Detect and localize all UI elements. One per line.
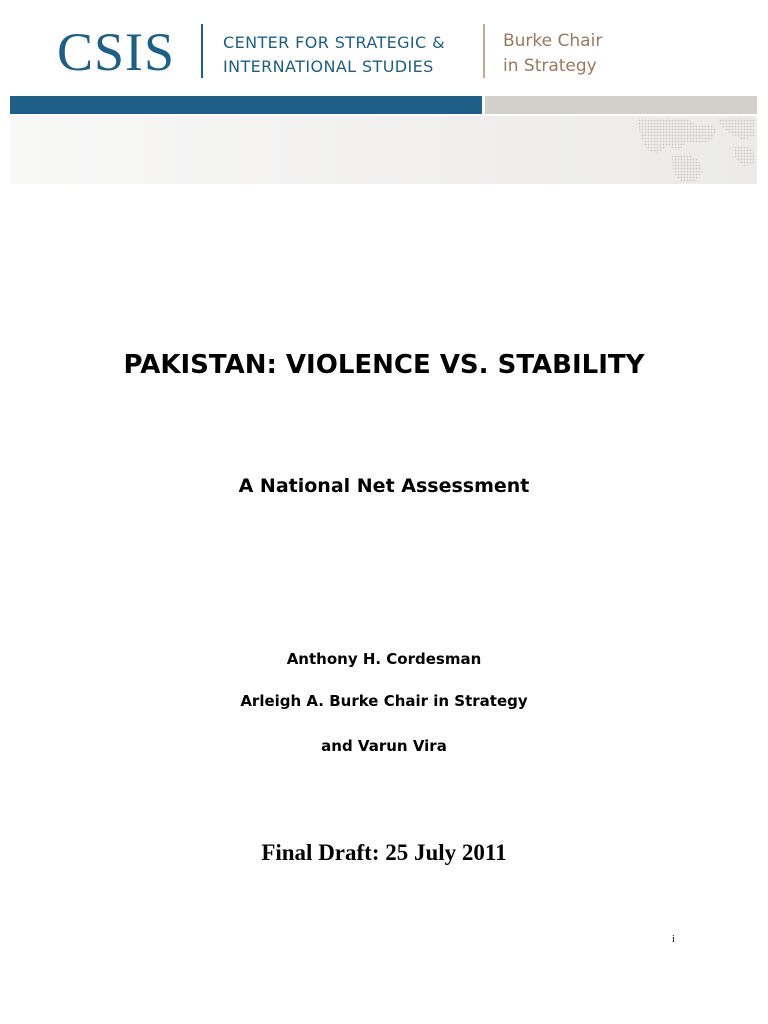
logo-divider	[201, 24, 203, 78]
world-map-dots-icon	[617, 116, 757, 184]
chair-name-line-1: Burke Chair	[503, 31, 603, 51]
org-name-line-2: INTERNATIONAL STUDIES	[223, 57, 434, 76]
document-subtitle: A National Net Assessment	[238, 475, 530, 497]
chair-name-line-2: in Strategy	[503, 56, 597, 76]
letterhead	[0, 0, 768, 96]
banner-strip	[10, 116, 757, 184]
author-affiliation: Arleigh A. Burke Chair in Strategy	[240, 692, 528, 710]
org-name	[223, 31, 445, 79]
author-name: Anthony H. Cordesman	[286, 650, 482, 668]
header-band-gray	[485, 96, 757, 114]
header-band-blue	[10, 96, 482, 114]
org-name-line-1: CENTER FOR STRATEGIC &	[223, 33, 445, 52]
chair-divider	[483, 24, 485, 78]
co-author-name: and Varun Vira	[321, 737, 447, 755]
chair-name	[503, 29, 602, 79]
document-title: PAKISTAN: VIOLENCE VS. STABILITY	[123, 350, 645, 380]
draft-date: Final Draft: 25 July 2011	[261, 840, 507, 865]
csis-logo: CSIS	[57, 22, 176, 82]
page-number: i	[672, 934, 675, 945]
